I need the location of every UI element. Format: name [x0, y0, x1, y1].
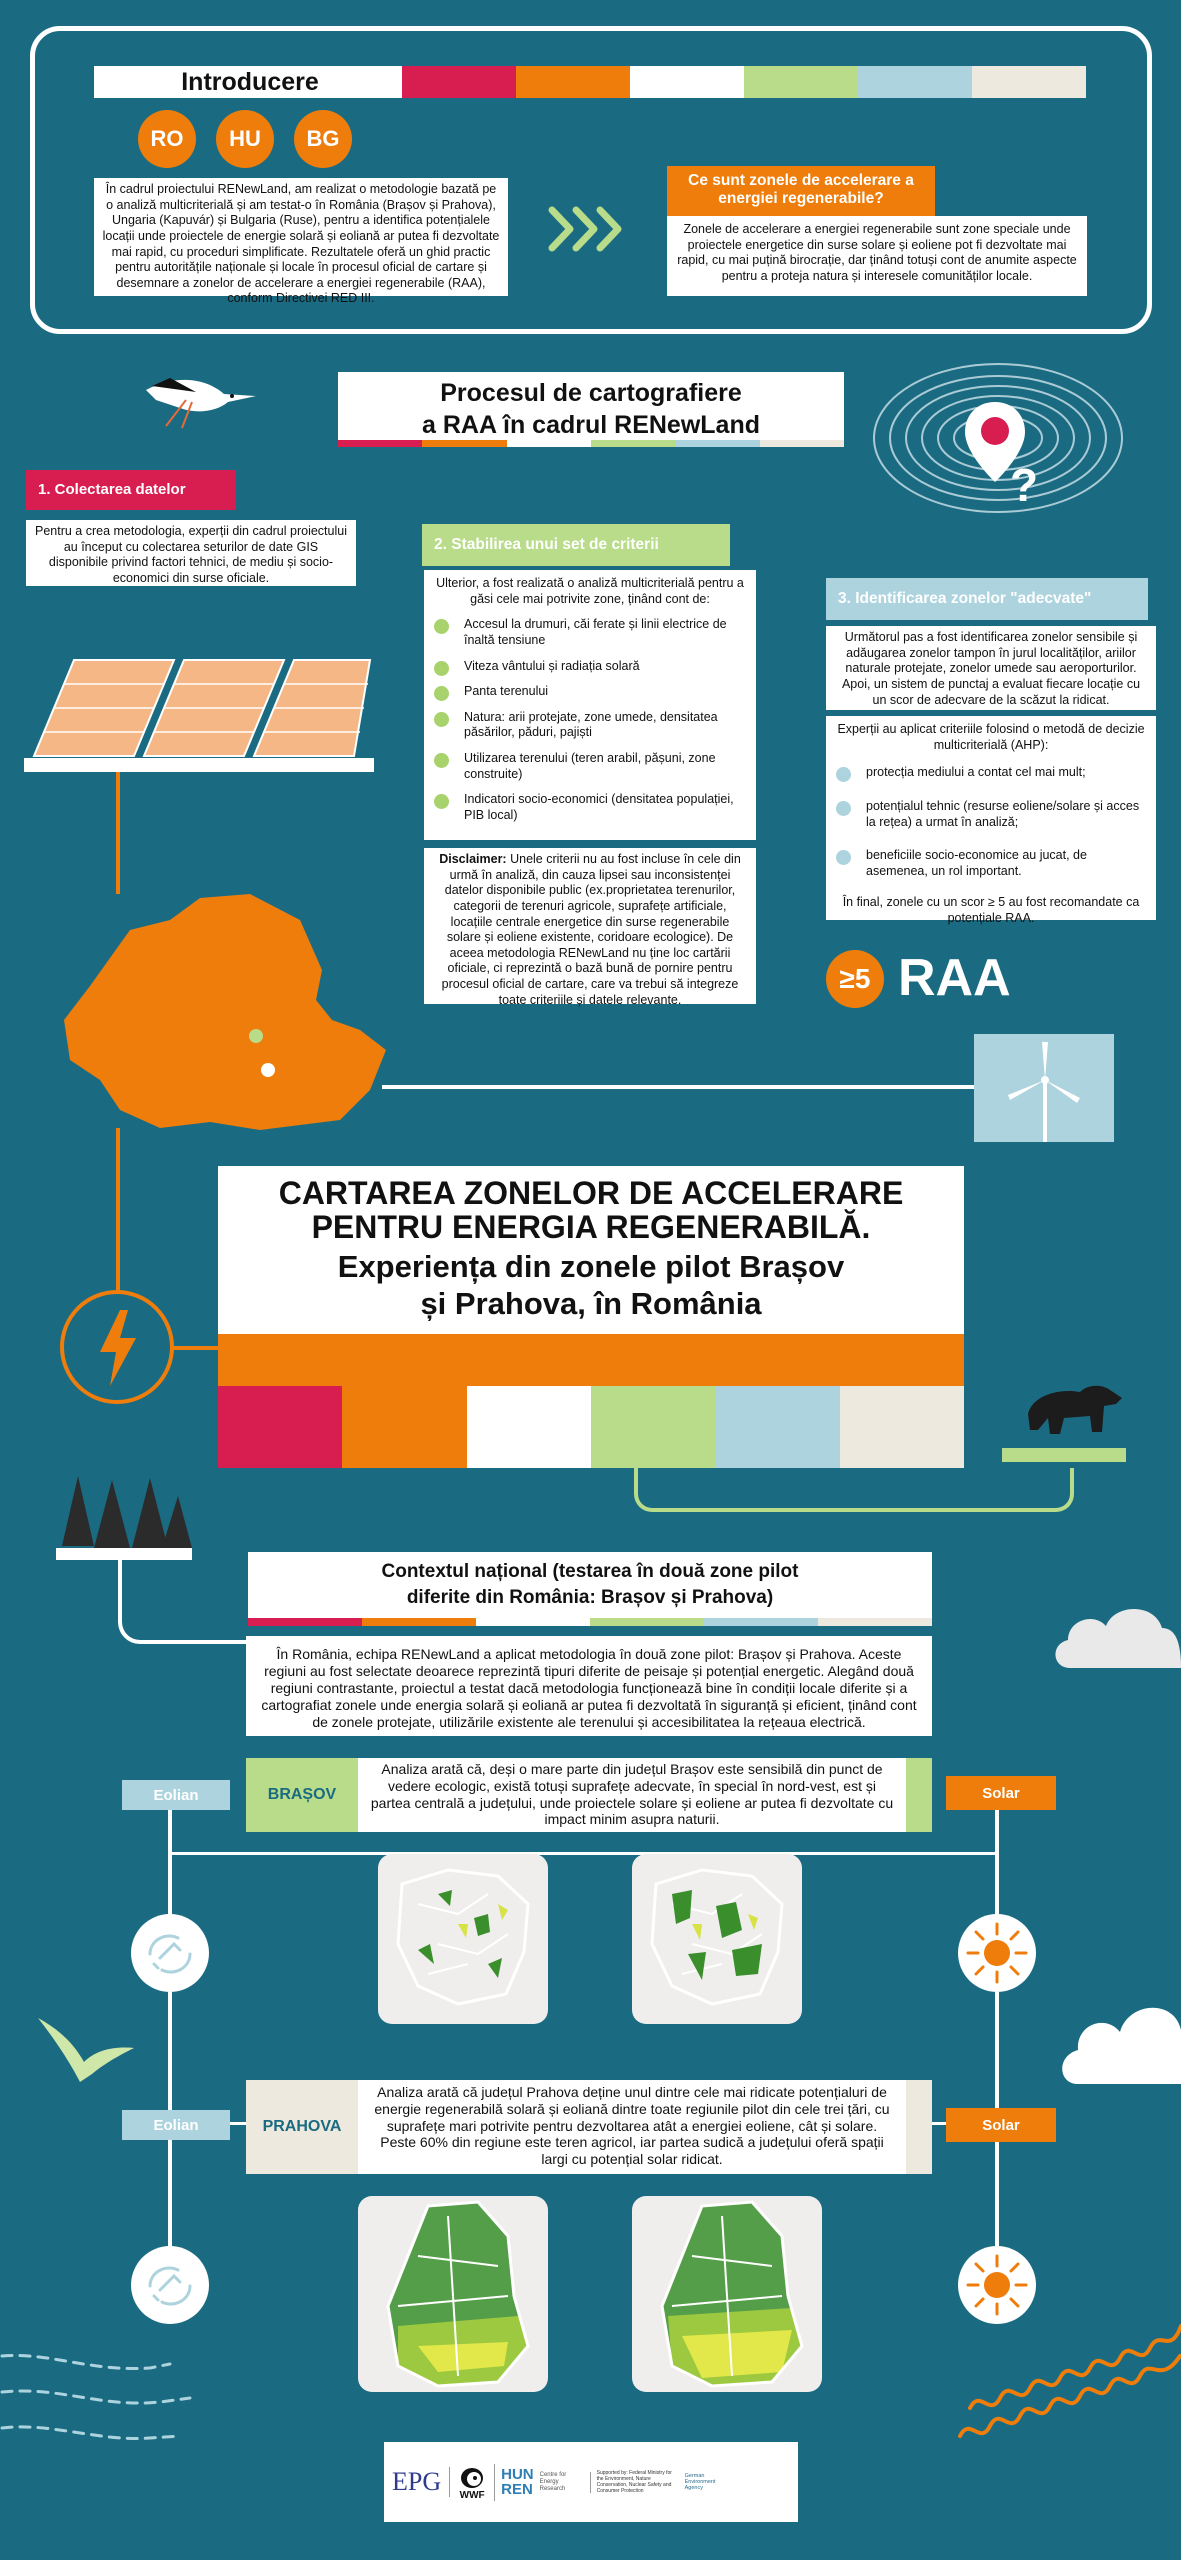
step1-label: 1. Colectarea datelor [26, 470, 236, 510]
hunren-logo [495, 2467, 540, 2497]
prahova-solar-tag: Solar [946, 2108, 1056, 2142]
process-title-line2: a RAA în cadrul RENewLand [421, 411, 760, 439]
uba-logo: German Environment Agency [684, 2473, 716, 2491]
prahova-label: PRAHOVA [246, 2080, 358, 2174]
solar-panels-icon [24, 654, 374, 774]
question-mark-icon: ? [1010, 459, 1039, 511]
country-badge-hu: HU [216, 110, 274, 168]
panda-icon [458, 2464, 486, 2490]
intro-text: În cadrul proiectului RENewLand, am realizat o metodologie bazată pe o analiză multicriterială și am testat-o în România (Brașov și Prahova), Ungaria (Kapuvár) și Bulgaria (Ruse), pentru a identifica potențialele locații unde proiectele de energie solară și eoliană ar putea fi dezvoltate mai rapid, cu proceduri simplificate. Rezultatele oferă un ghid practic pentru autoritățile naționale și locale în procesul oficial de cartare și desemnare a zonelor de accelerare a energiei regenerabile (RAA), conform Directivei RED III. [94, 178, 508, 296]
brasov-solar-tag: Solar [946, 1776, 1056, 1810]
wind-swirl-icon [0, 2342, 210, 2462]
ministry-logo: Supported by: Federal Ministry for the Environment, Nature Conservation, Nuclear Safety and Consumer Protection [596, 2470, 672, 2494]
main-title-orange-band [218, 1334, 964, 1386]
brasov-solar-map [632, 1854, 802, 2024]
ahp-item: potențialul tehnic (resurse eoliene/solare și acces la rețea) a urmat în analiză; [836, 799, 1146, 830]
white-connector [995, 1810, 999, 1920]
wind-icon [144, 2260, 196, 2312]
criteria-list [434, 617, 746, 823]
intro-title: Introducere [181, 68, 319, 96]
prahova-end-bar [906, 2080, 932, 2174]
white-connector [168, 1992, 172, 2122]
white-connector [382, 1085, 974, 1089]
ahp-item: beneficiile socio-economice au jucat, de asemenea, un rol important. [836, 848, 1146, 879]
ahp-final: În final, zonele cu un scor ≥ 5 au fost recomandate ca potențiale RAA. [842, 895, 1140, 925]
brasov-text: Analiza arată că, deși o mare parte din județul Brașov este sensibilă din punct de vedere ecologic, există totuși suprafețe adecvate, în special în nord-vest, est și partea centrală a județului, unde proiectele solare și eoliene ar putea fi dezvoltate cu impact minim asupra naturii. [358, 1758, 906, 1832]
criteria-item: Natura: arii protejate, zone umede, densitatea păsărilor, păduri, pajiști [434, 710, 746, 741]
step2-label: 2. Stabilirea unui set de criterii [422, 524, 730, 566]
arrows-icon [546, 202, 632, 256]
raa-answer-text: Zonele de accelerare a energiei regenerabile sunt zone speciale unde proiectele energetice din surse solare și eoliene pot fi dezvoltate mai rapid, cu mai puțină birocrație, dar ținând totuși cont de anumite aspecte pentru a proteja natura și interesele comunităților locale. [667, 216, 1087, 296]
white-connector [118, 1560, 252, 1644]
main-title-line2: PENTRU ENERGIA REGENERABILĂ. [311, 1209, 871, 1245]
step2-box [424, 570, 756, 840]
criteria-item: Utilizarea terenului (teren arabil, pășuni, zone construite) [434, 751, 746, 782]
criteria-item: Indicatori socio-economici (densitatea populației, PIB local) [434, 792, 746, 823]
national-title-line2: diferite din România: Brașov și Prahova) [406, 1587, 774, 1608]
brasov-end-bar [906, 1758, 932, 1832]
orange-connector [116, 1128, 120, 1292]
main-title-line4: și Prahova, în România [420, 1286, 762, 1321]
score-raa-text: RAA [898, 949, 1011, 1007]
ahp-list [836, 765, 1146, 879]
orange-connector [172, 1346, 218, 1350]
romania-map-icon [60, 890, 390, 1134]
ahp-item: protecția mediului a contat cel mai mult; [836, 765, 1146, 781]
prahova-text: Analiza arată că județul Prahova deține unul dintre cele mai ridicate potențialuri de energie regenerabilă solară și eoliană dintre toate regiunile pilot din cele trei țări, cu suprafețe mari potrivite pentru dezvoltarea atât a energiei eoliene, cât și solare. Peste 60% din regiune este teren agricol, iar partea sudică a județului oferă spații largi cu potențial solar ridicat. [358, 2080, 906, 2174]
step3-ahp-box [826, 716, 1156, 925]
main-title-color-strip [218, 1386, 964, 1468]
white-connector [168, 2140, 172, 2246]
national-title-box [248, 1552, 932, 1618]
hunren-line1: HUN [501, 2466, 534, 2483]
wind-icon [144, 1928, 196, 1980]
epg-logo: EPG [392, 2467, 450, 2497]
step1-text: Pentru a crea metodologia, experții din cadrul proiectului au început cu colectarea seturilor de date GIS disponibile privind factori tehnici, de mediu și socio-economici din surse oficiale. [26, 520, 356, 586]
lightning-icon [98, 1310, 138, 1386]
national-text: În România, echipa RENewLand a aplicat metodologia în două zone pilot: Brașov și Prahova. Aceste regiuni au fost selectate deoarece reprezintă tipuri diferite de peisaje și potențial energetic. Alegând două regiuni contrastante, proiectul a testat dacă metodologia funcționează bine în condiții locale diferite și a cartografiat zonele unde energia solară și eoliană ar putea fi dezvoltată în siguranță și eficient, ținând cont de zonele protejate, utilizările existente ale terenului și accesibilitatea la rețeaua electrică. [246, 1636, 932, 1736]
national-color-strip [248, 1618, 932, 1626]
disclaimer-text: Unele criterii nu au fost incluse în cele din urmă în analiză, din cauza lipsei sau inconsistenței datelor disponibile public (ex.proprietatea terenurilor, categorii de terenuri agricole, suprafețe artificiale, locațiile centrale energetice din surse regenerabile solare și eoliene existente, coridoare ecologice). De aceea metodologia RENewLand nu ține loc cartării oficiale, ci reprezintă o bază bună de pornire pentru procesul oficial de cartare, care va trebui să integreze toate criteriile și datele relevante. [441, 852, 741, 1007]
country-badge-bg: BG [294, 110, 352, 168]
stork-icon [136, 356, 266, 436]
step3-text: Următorul pas a fost identificarea zonelor sensibile și adăugarea zonelor tampon în jurul localităților, ariilor naturale protejate, zonelor umede sau aeroporturilor. Apoi, un sistem de punctaj a evaluat fiecare locație cu un scor de adecvare de la scăzut la ridicat. [826, 626, 1156, 710]
hunren-line2: REN [501, 2481, 533, 2498]
orange-connector [116, 772, 120, 894]
score-badge: ≥5 [826, 950, 884, 1008]
brasov-wind-tag: Eolian [122, 1780, 230, 1810]
wwf-text: WWF [459, 2489, 485, 2501]
seagull-icon [34, 2010, 140, 2090]
country-badge-ro: RO [138, 110, 196, 168]
white-connector [995, 2142, 999, 2246]
ahp-intro: Experții au aplicat criteriile folosind o metodă de decizie multicriterială (AHP): [837, 722, 1145, 752]
step3-label: 3. Identificarea zonelor "adecvate" [826, 578, 1148, 620]
main-title-box [218, 1166, 964, 1334]
bear-icon [1018, 1374, 1128, 1444]
raa-question-box: Ce sunt zonele de accelerare a energiei regenerabile? [667, 166, 935, 216]
footer-logos [384, 2442, 798, 2522]
process-title-box [338, 372, 844, 446]
criteria-item: Accesul la drumuri, căi ferate și linii electrice de înaltă tensiune [434, 617, 746, 648]
prahova-wind-map [358, 2196, 548, 2392]
wind-turbine-icon [1000, 1038, 1090, 1142]
trees-icon [56, 1476, 192, 1560]
disclaimer-box [424, 848, 756, 1007]
process-title-line1: Procesul de cartografiere [440, 379, 742, 407]
main-title-line1: CARTAREA ZONELOR DE ACCELERARE [278, 1175, 904, 1211]
cloud-icon [1050, 1598, 1181, 1670]
energy-research-logo: Centre for Energy Research [540, 2472, 591, 2493]
green-ledge [1002, 1448, 1126, 1462]
disclaimer-label: Disclaimer: [439, 852, 507, 866]
national-title-line1: Contextul național (testarea în două zone pilot [381, 1561, 799, 1582]
process-color-strip [338, 440, 844, 447]
step2-intro: Ulterior, a fost realizată o analiză multicriterială pentru a găsi cele mai potrivite zone, ținând cont de: [436, 576, 744, 606]
brasov-label: BRAȘOV [246, 1758, 358, 1832]
white-connector [170, 1852, 996, 1855]
sun-icon [964, 1920, 1030, 1986]
prahova-solar-map [632, 2196, 822, 2392]
wwf-logo [450, 2464, 495, 2501]
brasov-wind-map [378, 1854, 548, 2024]
white-connector [995, 1992, 999, 2122]
cloud-icon [1056, 1990, 1181, 2086]
prahova-wind-tag: Eolian [122, 2110, 230, 2140]
main-title-line3: Experiența din zonele pilot Brașov [337, 1249, 845, 1284]
white-connector [168, 1810, 172, 1920]
green-connector [634, 1468, 1074, 1512]
criteria-item: Panta terenului [434, 684, 746, 700]
criteria-item: Viteza vântului și radiația solară [434, 659, 746, 675]
zigzag-icon [950, 2296, 1181, 2446]
